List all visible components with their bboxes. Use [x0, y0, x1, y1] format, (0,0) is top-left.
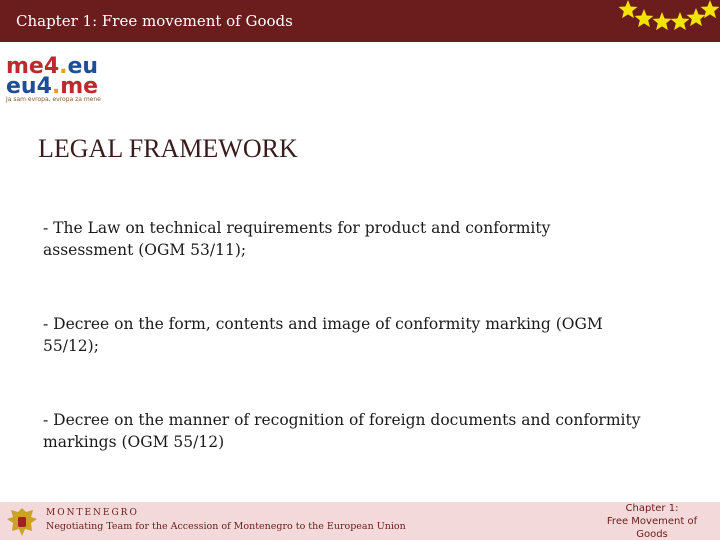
footer-bar [0, 502, 720, 540]
footer-team: Negotiating Team for the Accession of Montenegro to the European Union [46, 521, 406, 532]
logo-line-1: me4.eu [6, 54, 99, 79]
montenegro-coat-of-arms-icon [4, 505, 40, 539]
legal-item-3-line-2: markings (OGM 55/12) [43, 433, 225, 451]
legal-item-2-line-1: - Decree on the form, contents and image of conformity marking (OGM [43, 315, 603, 333]
chapter-title: Chapter 1: Free movement of Goods [16, 12, 293, 30]
legal-item-2-line-2: 55/12); [43, 337, 99, 355]
me4eu-logo [6, 56, 106, 106]
star-icon [687, 8, 706, 26]
legal-item-1 [43, 217, 703, 261]
header-bar [0, 0, 720, 42]
legal-item-3 [43, 409, 703, 453]
legal-item-1-line-2: assessment (OGM 53/11); [43, 241, 247, 259]
footer-chapter: Chapter 1: Free Movement of Goods [606, 503, 698, 540]
logo-line-2: eu4.me [6, 74, 99, 99]
legal-item-3-line-1: - Decree on the manner of recognition of foreign documents and conformity [43, 411, 641, 429]
footer-country: MONTENEGRO [46, 508, 139, 518]
page-title: LEGAL FRAMEWORK [38, 134, 298, 163]
star-icon [635, 9, 654, 27]
star-icon [653, 12, 672, 30]
star-icon [671, 12, 690, 30]
star-icon [619, 0, 638, 18]
eu-stars-icon [608, 0, 720, 42]
logo-tagline: Ja sam evropa, evropa za mene [6, 96, 101, 103]
legal-item-1-line-1: - The Law on technical requirements for product and conformity [43, 219, 551, 237]
legal-item-2 [43, 313, 703, 357]
